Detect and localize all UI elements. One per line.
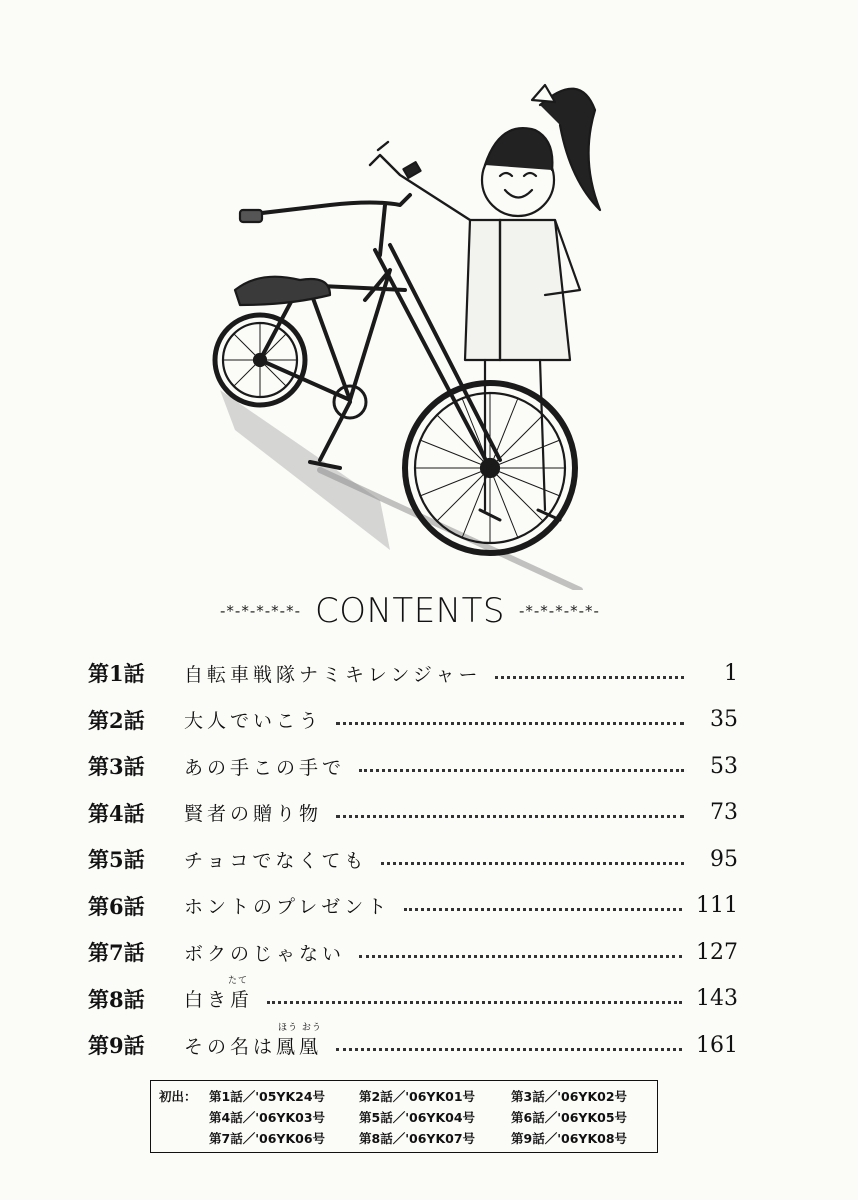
chapter-title: 自転車戦隊ナミキレンジャー	[184, 663, 482, 686]
publication-entry: 第4話／'06YK03号	[209, 1110, 326, 1125]
publication-entry: 第3話／'06YK02号	[511, 1089, 628, 1104]
toc-row-2[interactable]	[88, 697, 738, 744]
toc-row-6[interactable]	[88, 883, 738, 930]
dot-leader	[495, 676, 684, 679]
page-number: 73	[710, 800, 738, 826]
chapter-title-text: その名は鳳凰	[184, 1035, 323, 1058]
toc-row-8[interactable]	[88, 976, 738, 1023]
page-number: 35	[710, 707, 738, 733]
toc-row-7[interactable]	[88, 929, 738, 976]
ruby-text: たて	[228, 976, 249, 987]
chapter-title: チョコでなくても	[184, 849, 368, 872]
chapter-number: 第7話	[88, 940, 145, 966]
first-publication-label: 初出：	[159, 1089, 197, 1104]
ruby-text: ほう おう	[278, 1022, 322, 1033]
page-number: 53	[710, 753, 738, 779]
contents-title: CONTENTS	[315, 591, 505, 631]
publication-entry: 第2話／'06YK01号	[359, 1089, 476, 1104]
chapter-number: 第5話	[88, 847, 145, 873]
toc-row-5[interactable]	[88, 836, 738, 883]
ornament-right: -*-*-*-*-*-	[518, 602, 600, 620]
page-number: 161	[696, 1032, 738, 1058]
dot-leader	[336, 815, 684, 818]
contents-header	[150, 588, 670, 634]
chapter-title: ホントのプレゼント	[184, 896, 391, 919]
chapter-title: 大人でいこう	[184, 710, 323, 733]
dot-leader	[404, 908, 682, 911]
chapter-title	[184, 976, 254, 1012]
page-number: 95	[710, 846, 738, 872]
publication-entry: 第5話／'06YK04号	[359, 1110, 476, 1125]
ornament-left: -*-*-*-*-*-	[220, 602, 301, 620]
toc-row-9[interactable]	[88, 1022, 738, 1069]
chapter-number: 第9話	[88, 1033, 145, 1059]
page-number: 127	[696, 939, 738, 965]
table-of-contents	[88, 650, 738, 1069]
page-number: 143	[696, 986, 738, 1012]
publication-entry: 第9話／'06YK08号	[511, 1131, 628, 1146]
dot-leader	[381, 862, 684, 865]
chapter-title: 賢者の贈り物	[184, 803, 323, 826]
chapter-number: 第3話	[88, 754, 145, 780]
publication-entry: 第7話／'06YK06号	[209, 1131, 326, 1146]
toc-row-4[interactable]	[88, 790, 738, 837]
first-publication-box	[150, 1080, 658, 1153]
dot-leader	[359, 769, 684, 772]
page-number: 111	[696, 893, 738, 919]
toc-row-1[interactable]	[88, 650, 738, 697]
dot-leader	[267, 1001, 682, 1004]
page-number: 1	[724, 660, 738, 686]
chapter-title-text: 白き盾	[184, 989, 254, 1012]
publication-entry: 第6話／'06YK05号	[511, 1110, 628, 1125]
chapter-number: 第6話	[88, 893, 145, 919]
chapter-title	[184, 1022, 323, 1059]
chapter-title: ボクのじゃない	[184, 942, 346, 965]
dot-leader	[336, 1048, 682, 1051]
toc-row-3[interactable]	[88, 743, 738, 790]
dot-leader	[359, 955, 682, 958]
first-publication-list	[209, 1087, 651, 1147]
chapter-title: あの手この手で	[184, 756, 346, 779]
chapter-number: 第2話	[88, 707, 145, 733]
chapter-number: 第1話	[88, 661, 145, 687]
chapter-number: 第8話	[88, 986, 145, 1012]
chapter-number: 第4話	[88, 800, 145, 826]
publication-entry: 第1話／'05YK24号	[209, 1089, 326, 1104]
bicycle-girl-illustration	[200, 30, 640, 590]
dot-leader	[336, 722, 684, 725]
publication-entry: 第8話／'06YK07号	[359, 1131, 476, 1146]
